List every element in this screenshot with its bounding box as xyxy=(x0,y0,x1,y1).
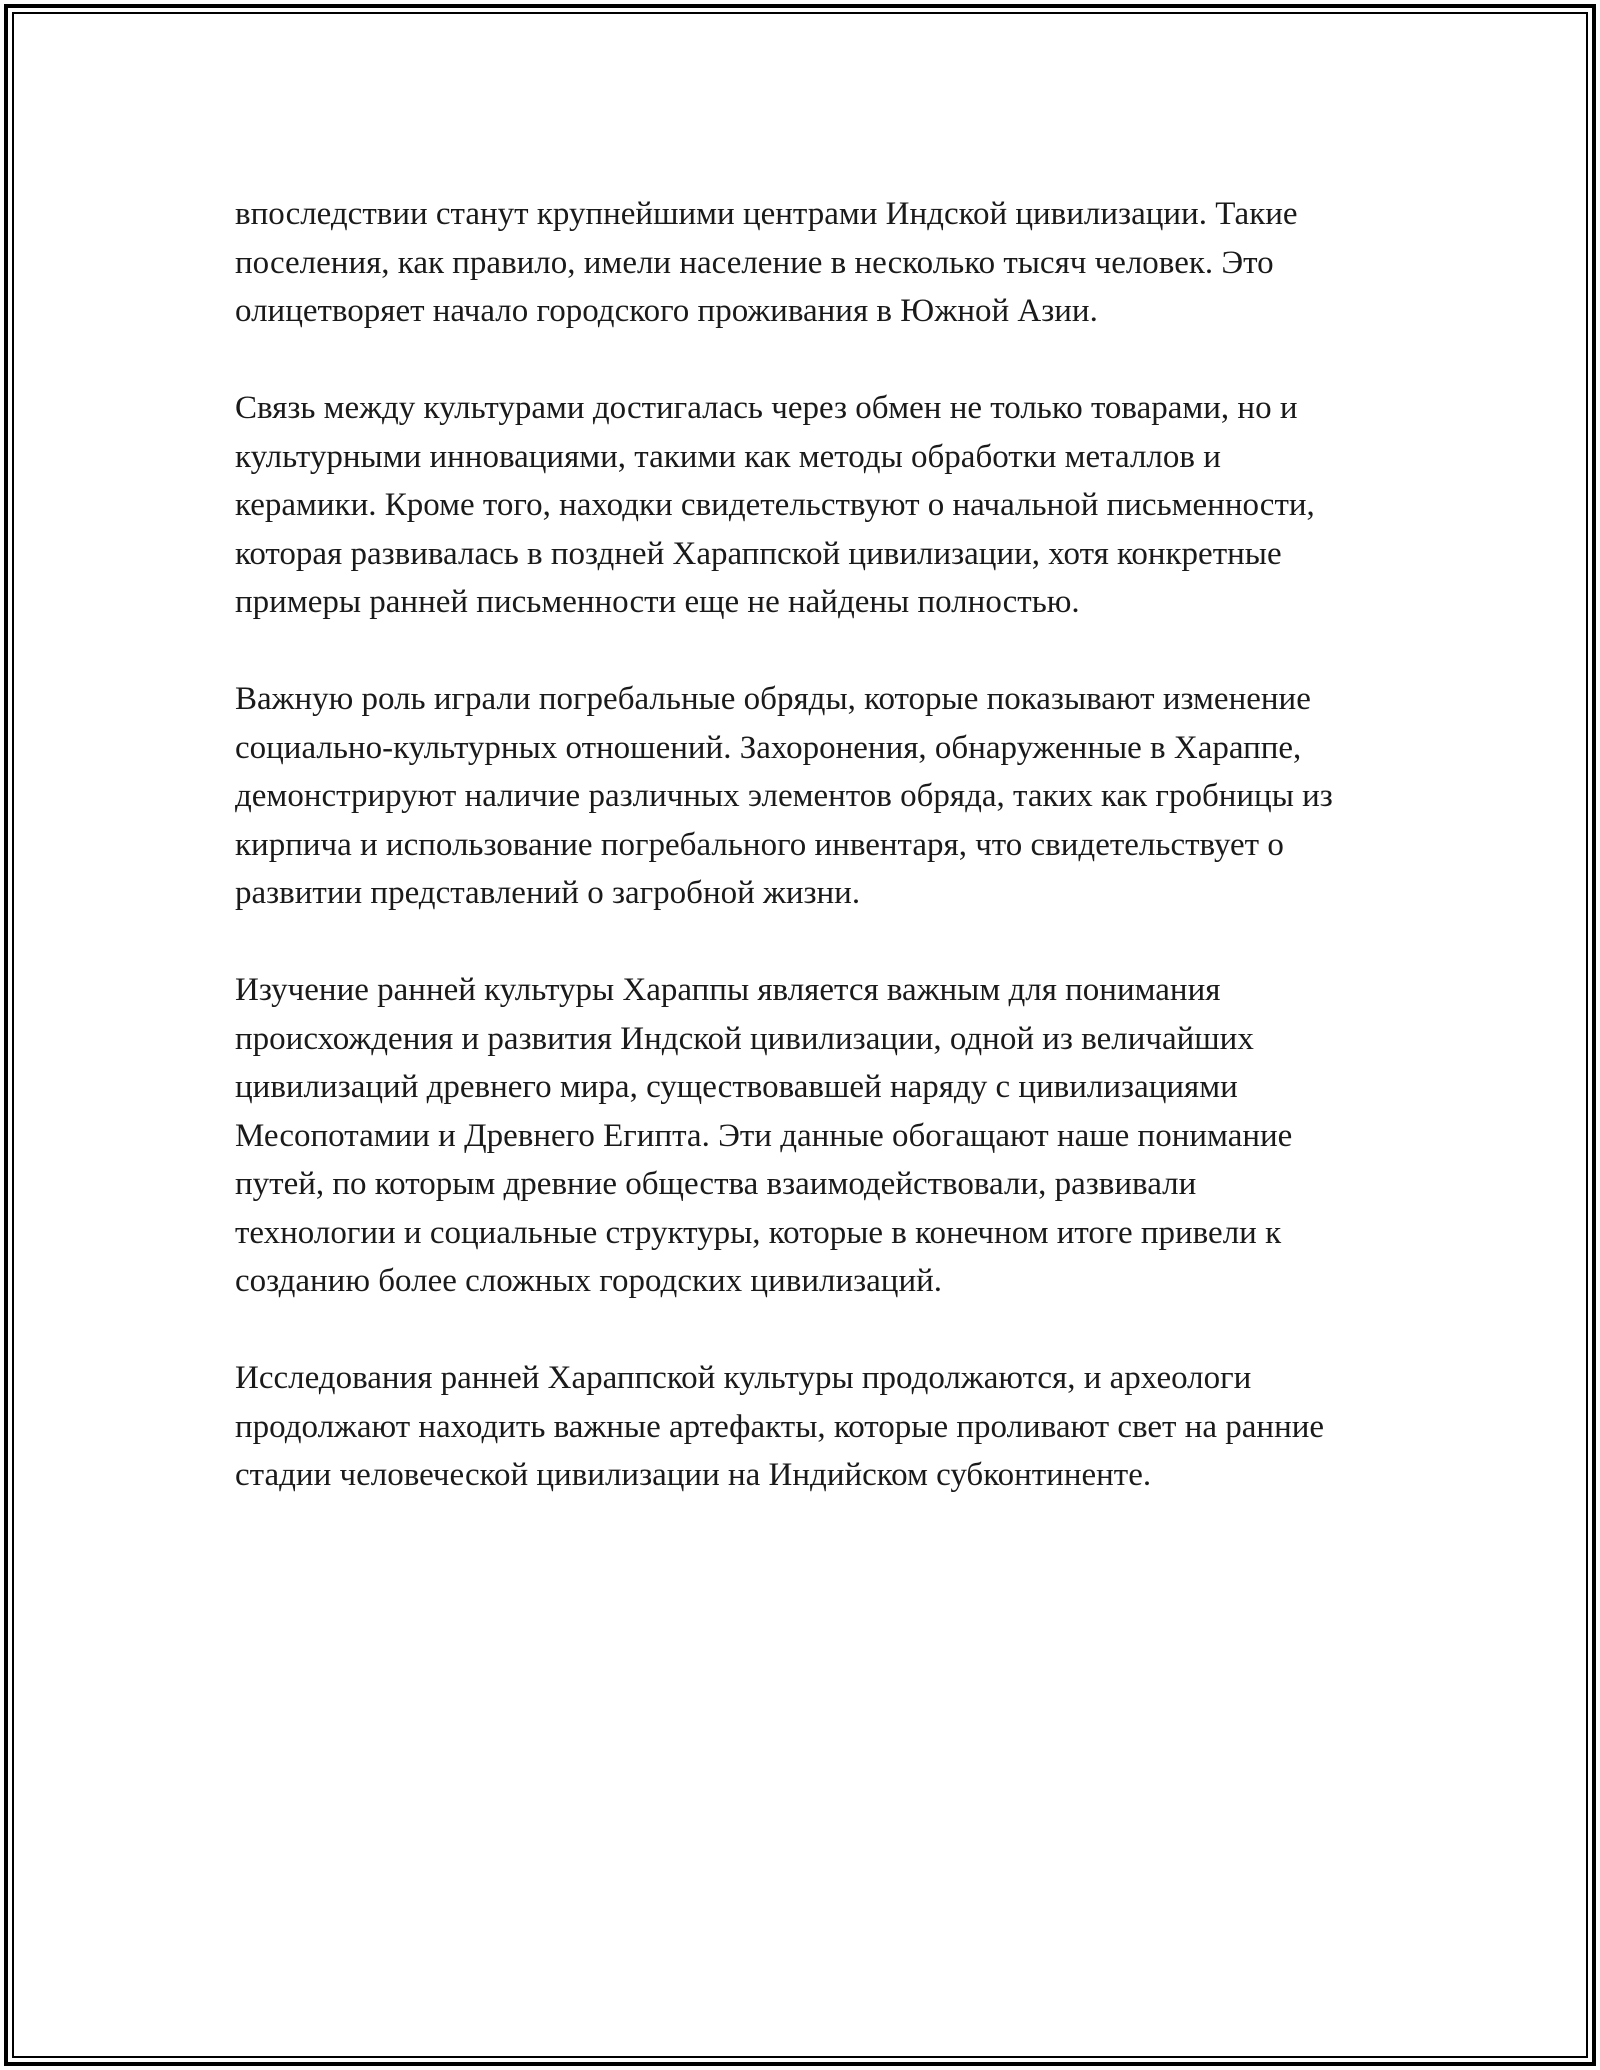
paragraph-1: впоследствии станут крупнейшими центрами Индской цивилизации. Такие поселения, как правило, имели население в несколько тысяч человек. Это олицетворяет начало городского проживания в Южной Азии. xyxy=(235,196,1298,329)
paragraph-2: Связь между культурами достигалась через обмен не только товарами, но и культурными инновациями, такими как методы обработки металлов и керамики. Кроме того, находки свидетельствуют о начальной письменности, которая развивалась в поздней Хараппской цивилизации, хотя конкретные примеры ранней письменности еще не найдены полностью. xyxy=(235,390,1315,620)
paragraph-4: Изучение ранней культуры Хараппы является важным для понимания происхождения и развития Индской цивилизации, одной из величайших цивилизаций древнего мира, существовавшей наряду с цивилизациями Месопотамии и Древнего Египта. Эти данные обогащают наше понимание путей, по которым древние общества взаимодействовали, развивали технологии и социальные структуры, которые в конечном итоге привели к созданию более сложных городских цивилизаций. xyxy=(235,972,1293,1299)
paragraph-3: Важную роль играли погребальные обряды, которые показывают изменение социально-культурных отношений. Захоронения, обнаруженные в Хараппе, демонстрируют наличие различных элементов обряда, таких как гробницы из кирпича и использование погребального инвентаря, что свидетельствует о развитии представлений о загробной жизни. xyxy=(235,681,1333,911)
paragraph-5: Исследования ранней Хараппской культуры продолжаются, и археологи продолжают находить важные артефакты, которые проливают свет на ранние стадии человеческой цивилизации на Индийском субконтиненте. xyxy=(235,1360,1325,1493)
document-body xyxy=(235,190,1365,1548)
